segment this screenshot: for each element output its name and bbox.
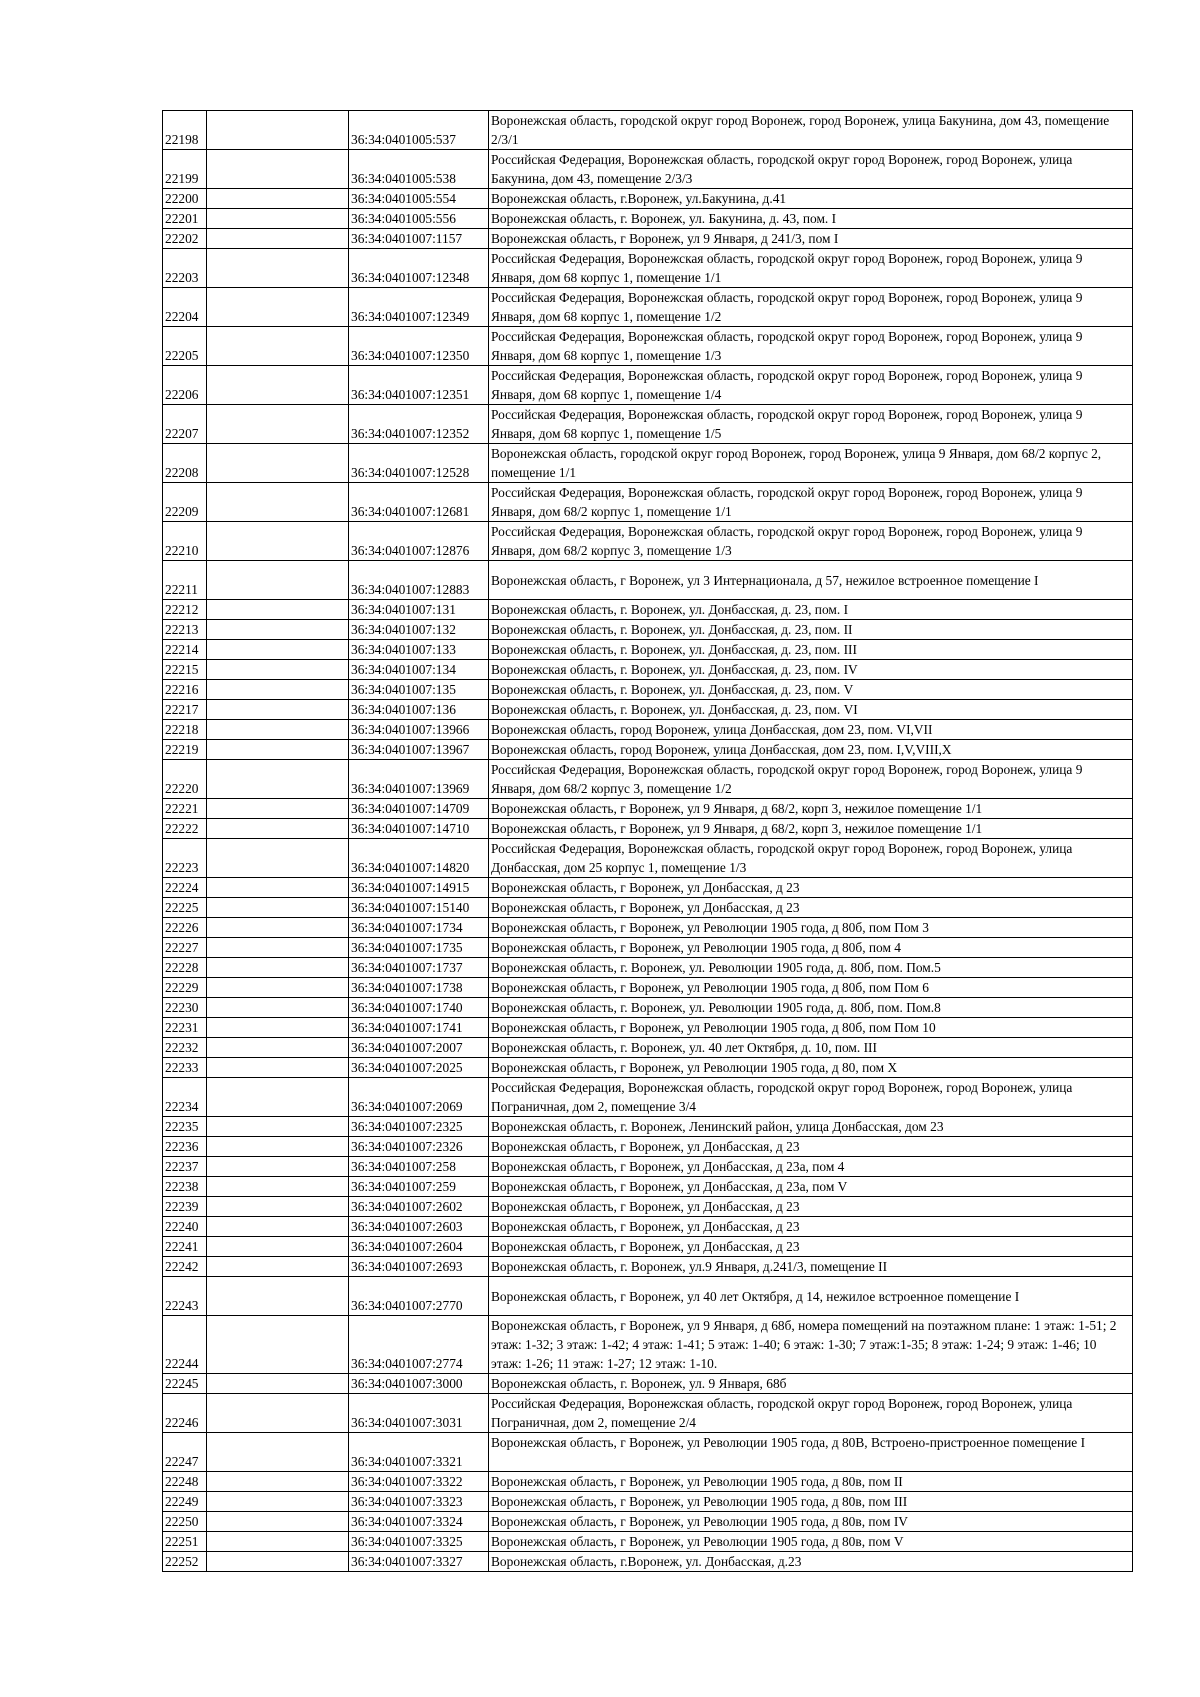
address-cell: Воронежская область, г Воронеж, ул 9 Января, д 241/3, пом I [489, 229, 1133, 249]
row-number: 22198 [163, 111, 207, 150]
table-row [163, 958, 1133, 978]
address-cell: Воронежская область, г. Воронеж, ул. Донбасская, д. 23, пом. III [489, 640, 1133, 660]
cadastral-number: 36:34:0401007:12352 [349, 405, 489, 444]
cadastral-number: 36:34:0401005:537 [349, 111, 489, 150]
empty-cell [207, 1257, 349, 1277]
table-row [163, 1137, 1133, 1157]
row-number: 22215 [163, 660, 207, 680]
empty-cell [207, 1532, 349, 1552]
empty-cell [207, 720, 349, 740]
cadastral-number: 36:34:0401007:2326 [349, 1137, 489, 1157]
cadastral-number: 36:34:0401007:13967 [349, 740, 489, 760]
empty-cell [207, 249, 349, 288]
row-number: 22249 [163, 1492, 207, 1512]
cadastral-number: 36:34:0401007:135 [349, 680, 489, 700]
cadastral-number: 36:34:0401007:133 [349, 640, 489, 660]
address-cell: Воронежская область, г Воронеж, ул Донбасская, д 23 [489, 878, 1133, 898]
empty-cell [207, 405, 349, 444]
empty-cell [207, 1157, 349, 1177]
table-row [163, 640, 1133, 660]
table-row [163, 1316, 1133, 1374]
row-number: 22208 [163, 444, 207, 483]
cadastral-number: 36:34:0401007:3325 [349, 1532, 489, 1552]
row-number: 22205 [163, 327, 207, 366]
empty-cell [207, 444, 349, 483]
empty-cell [207, 640, 349, 660]
empty-cell [207, 327, 349, 366]
row-number: 22239 [163, 1197, 207, 1217]
address-cell: Российская Федерация, Воронежская область, городской округ город Воронеж, город Воронеж, улица 9 Января, дом 68 корпус 1, помещение 1/2 [489, 288, 1133, 327]
cadastral-number: 36:34:0401007:14709 [349, 799, 489, 819]
empty-cell [207, 1552, 349, 1572]
table-row [163, 620, 1133, 640]
cadastral-number: 36:34:0401007:259 [349, 1177, 489, 1197]
empty-cell [207, 1137, 349, 1157]
address-cell: Воронежская область, г Воронеж, ул Революции 1905 года, д 80б, пом 4 [489, 938, 1133, 958]
cadastral-number: 36:34:0401007:3327 [349, 1552, 489, 1572]
empty-cell [207, 600, 349, 620]
address-cell: Российская Федерация, Воронежская область, городской округ город Воронеж, город Воронеж, улица 9 Января, дом 68 корпус 1, помещение 1/5 [489, 405, 1133, 444]
row-number: 22201 [163, 209, 207, 229]
table-row [163, 898, 1133, 918]
row-number: 22213 [163, 620, 207, 640]
address-cell: Воронежская область, г. Воронеж, ул. Донбасская, д. 23, пом. V [489, 680, 1133, 700]
row-number: 22235 [163, 1117, 207, 1137]
table-row [163, 1374, 1133, 1394]
address-cell: Российская Федерация, Воронежская область, городской округ город Воронеж, город Воронеж, улица 9 Января, дом 68 корпус 1, помещение 1/1 [489, 249, 1133, 288]
row-number: 22225 [163, 898, 207, 918]
address-cell: Воронежская область, г Воронеж, ул 40 лет Октября, д 14, нежилое встроенное помещение I [489, 1277, 1133, 1316]
row-number: 22227 [163, 938, 207, 958]
empty-cell [207, 111, 349, 150]
cadastral-number: 36:34:0401007:14820 [349, 839, 489, 878]
table-row [163, 1472, 1133, 1492]
empty-cell [207, 1512, 349, 1532]
empty-cell [207, 760, 349, 799]
address-cell: Воронежская область, г Воронеж, ул 9 Января, д 68/2, корп 3, нежилое помещение 1/1 [489, 799, 1133, 819]
empty-cell [207, 189, 349, 209]
row-number: 22221 [163, 799, 207, 819]
empty-cell [207, 819, 349, 839]
row-number: 22206 [163, 366, 207, 405]
cadastral-number: 36:34:0401007:13969 [349, 760, 489, 799]
row-number: 22240 [163, 1217, 207, 1237]
empty-cell [207, 740, 349, 760]
cadastral-number: 36:34:0401005:538 [349, 150, 489, 189]
table-row [163, 878, 1133, 898]
row-number: 22203 [163, 249, 207, 288]
address-cell: Воронежская область, г. Воронеж, ул. Революции 1905 года, д. 80б, пом. Пом.5 [489, 958, 1133, 978]
table-row [163, 998, 1133, 1018]
cadastral-number: 36:34:0401007:2069 [349, 1078, 489, 1117]
row-number: 22237 [163, 1157, 207, 1177]
empty-cell [207, 483, 349, 522]
cadastral-number: 36:34:0401007:12883 [349, 561, 489, 600]
empty-cell [207, 1117, 349, 1137]
row-number: 22226 [163, 918, 207, 938]
address-cell: Воронежская область, г Воронеж, ул Революции 1905 года, д 80б, пом Пом 6 [489, 978, 1133, 998]
cadastral-number: 36:34:0401007:1738 [349, 978, 489, 998]
empty-cell [207, 1472, 349, 1492]
cadastral-number: 36:34:0401007:2604 [349, 1237, 489, 1257]
cadastral-number: 36:34:0401007:14915 [349, 878, 489, 898]
cadastral-number: 36:34:0401007:12681 [349, 483, 489, 522]
address-cell: Воронежская область, г. Воронеж, ул. Бакунина, д. 43, пом. I [489, 209, 1133, 229]
cadastral-number: 36:34:0401007:3031 [349, 1394, 489, 1433]
address-cell: Российская Федерация, Воронежская область, городской округ город Воронеж, город Воронеж, улица 9 Января, дом 68/2 корпус 3, помещение 1/2 [489, 760, 1133, 799]
row-number: 22251 [163, 1532, 207, 1552]
row-number: 22222 [163, 819, 207, 839]
row-number: 22231 [163, 1018, 207, 1038]
address-cell: Воронежская область, г Воронеж, ул Революции 1905 года, д 80в, пом III [489, 1492, 1133, 1512]
row-number: 22250 [163, 1512, 207, 1532]
address-cell: Воронежская область, г. Воронеж, ул. Донбасская, д. 23, пом. IV [489, 660, 1133, 680]
row-number: 22242 [163, 1257, 207, 1277]
address-cell: Российская Федерация, Воронежская область, городской округ город Воронеж, город Воронеж, улица 9 Января, дом 68 корпус 1, помещение 1/4 [489, 366, 1133, 405]
property-register-table [162, 110, 1133, 1572]
address-cell: Воронежская область, г Воронеж, ул Революции 1905 года, д 80б, пом Пом 10 [489, 1018, 1133, 1038]
address-cell: Воронежская область, г Воронеж, ул Революции 1905 года, д 80в, пом II [489, 1472, 1133, 1492]
cadastral-number: 36:34:0401007:15140 [349, 898, 489, 918]
empty-cell [207, 1394, 349, 1433]
empty-cell [207, 1433, 349, 1472]
address-cell: Воронежская область, г Воронеж, ул Донбасская, д 23 [489, 898, 1133, 918]
table-row [163, 1157, 1133, 1177]
table-row [163, 522, 1133, 561]
address-cell: Воронежская область, г Воронеж, ул Донбасская, д 23 [489, 1197, 1133, 1217]
address-cell: Воронежская область, г Воронеж, ул Донбасская, д 23 [489, 1137, 1133, 1157]
cadastral-number: 36:34:0401007:2007 [349, 1038, 489, 1058]
empty-cell [207, 1277, 349, 1316]
address-cell: Воронежская область, г Воронеж, ул 9 Января, д 68/2, корп 3, нежилое помещение 1/1 [489, 819, 1133, 839]
cadastral-number: 36:34:0401007:1741 [349, 1018, 489, 1038]
row-number: 22211 [163, 561, 207, 600]
table-row [163, 978, 1133, 998]
empty-cell [207, 878, 349, 898]
row-number: 22202 [163, 229, 207, 249]
empty-cell [207, 978, 349, 998]
row-number: 22210 [163, 522, 207, 561]
empty-cell [207, 918, 349, 938]
address-cell: Российская Федерация, Воронежская область, городской округ город Воронеж, город Воронеж, улица 9 Января, дом 68 корпус 1, помещение 1/3 [489, 327, 1133, 366]
row-number: 22200 [163, 189, 207, 209]
cadastral-number: 36:34:0401007:2025 [349, 1058, 489, 1078]
cadastral-number: 36:34:0401007:1735 [349, 938, 489, 958]
address-cell: Воронежская область, г. Воронеж, ул. 9 Января, 68б [489, 1374, 1133, 1394]
cadastral-number: 36:34:0401007:3323 [349, 1492, 489, 1512]
cadastral-number: 36:34:0401007:136 [349, 700, 489, 720]
cadastral-number: 36:34:0401007:258 [349, 1157, 489, 1177]
cadastral-number: 36:34:0401007:12349 [349, 288, 489, 327]
table-row [163, 1038, 1133, 1058]
address-cell: Воронежская область, г Воронеж, ул Донбасская, д 23а, пом V [489, 1177, 1133, 1197]
address-cell: Воронежская область, г Воронеж, ул 3 Интернационала, д 57, нежилое встроенное помещение I [489, 561, 1133, 600]
empty-cell [207, 1177, 349, 1197]
row-number: 22252 [163, 1552, 207, 1572]
cadastral-number: 36:34:0401007:2325 [349, 1117, 489, 1137]
address-cell: Воронежская область, г. Воронеж, Ленинский район, улица Донбасская, дом 23 [489, 1117, 1133, 1137]
cadastral-number: 36:34:0401007:3000 [349, 1374, 489, 1394]
cadastral-number: 36:34:0401007:2603 [349, 1217, 489, 1237]
empty-cell [207, 1237, 349, 1257]
row-number: 22207 [163, 405, 207, 444]
table-row [163, 1394, 1133, 1433]
address-cell: Воронежская область, г Воронеж, ул Революции 1905 года, д 80В, Встроено-пристроенное помещение I [489, 1433, 1133, 1472]
table-row [163, 327, 1133, 366]
empty-cell [207, 1316, 349, 1374]
table-body [163, 111, 1133, 1572]
empty-cell [207, 938, 349, 958]
table-row [163, 1237, 1133, 1257]
row-number: 22209 [163, 483, 207, 522]
address-cell: Воронежская область, г. Воронеж, ул. Донбасская, д. 23, пом. VI [489, 700, 1133, 720]
address-cell: Воронежская область, г Воронеж, ул Революции 1905 года, д 80, пом X [489, 1058, 1133, 1078]
empty-cell [207, 1018, 349, 1038]
empty-cell [207, 209, 349, 229]
row-number: 22245 [163, 1374, 207, 1394]
row-number: 22232 [163, 1038, 207, 1058]
address-cell: Воронежская область, г Воронеж, ул Донбасская, д 23 [489, 1237, 1133, 1257]
row-number: 22238 [163, 1177, 207, 1197]
empty-cell [207, 700, 349, 720]
row-number: 22204 [163, 288, 207, 327]
table-row [163, 1018, 1133, 1038]
cadastral-number: 36:34:0401007:2693 [349, 1257, 489, 1277]
cadastral-number: 36:34:0401007:14710 [349, 819, 489, 839]
empty-cell [207, 561, 349, 600]
table-row [163, 366, 1133, 405]
cadastral-number: 36:34:0401005:554 [349, 189, 489, 209]
table-row [163, 111, 1133, 150]
row-number: 22220 [163, 760, 207, 799]
cadastral-number: 36:34:0401007:3322 [349, 1472, 489, 1492]
table-row [163, 229, 1133, 249]
address-cell: Воронежская область, город Воронеж, улица Донбасская, дом 23, пом. I,V,VIII,X [489, 740, 1133, 760]
cadastral-number: 36:34:0401007:1157 [349, 229, 489, 249]
row-number: 22234 [163, 1078, 207, 1117]
table-row [163, 1433, 1133, 1472]
table-row [163, 918, 1133, 938]
cadastral-number: 36:34:0401007:2774 [349, 1316, 489, 1374]
address-cell: Воронежская область, городской округ город Воронеж, город Воронеж, улица 9 Января, дом 68/2 корпус 2, помещение 1/1 [489, 444, 1133, 483]
empty-cell [207, 1038, 349, 1058]
row-number: 22233 [163, 1058, 207, 1078]
empty-cell [207, 1492, 349, 1512]
table-row [163, 660, 1133, 680]
table-row [163, 1177, 1133, 1197]
cadastral-number: 36:34:0401005:556 [349, 209, 489, 229]
cadastral-number: 36:34:0401007:1734 [349, 918, 489, 938]
empty-cell [207, 839, 349, 878]
empty-cell [207, 1078, 349, 1117]
table-row [163, 938, 1133, 958]
address-cell: Российская Федерация, Воронежская область, городской округ город Воронеж, город Воронеж, улица Пограничная, дом 2, помещение 2/4 [489, 1394, 1133, 1433]
table-row [163, 249, 1133, 288]
address-cell: Воронежская область, г Воронеж, ул Революции 1905 года, д 80в, пом V [489, 1532, 1133, 1552]
cadastral-number: 36:34:0401007:134 [349, 660, 489, 680]
empty-cell [207, 1058, 349, 1078]
cadastral-number: 36:34:0401007:1740 [349, 998, 489, 1018]
table-row [163, 561, 1133, 600]
empty-cell [207, 150, 349, 189]
empty-cell [207, 366, 349, 405]
table-row [163, 799, 1133, 819]
cadastral-number: 36:34:0401007:12350 [349, 327, 489, 366]
table-row [163, 1492, 1133, 1512]
row-number: 22244 [163, 1316, 207, 1374]
address-cell: Воронежская область, г.Воронеж, ул.Бакунина, д.41 [489, 189, 1133, 209]
row-number: 22236 [163, 1137, 207, 1157]
empty-cell [207, 522, 349, 561]
address-cell: Российская Федерация, Воронежская область, городской округ город Воронеж, город Воронеж, улица Донбасская, дом 25 корпус 1, помещение 1/3 [489, 839, 1133, 878]
cadastral-number: 36:34:0401007:13966 [349, 720, 489, 740]
row-number: 22199 [163, 150, 207, 189]
table-row [163, 1058, 1133, 1078]
cadastral-number: 36:34:0401007:132 [349, 620, 489, 640]
table-row [163, 483, 1133, 522]
address-cell: Воронежская область, город Воронеж, улица Донбасская, дом 23, пом. VI,VII [489, 720, 1133, 740]
address-cell: Российская Федерация, Воронежская область, городской округ город Воронеж, город Воронеж, улица Бакунина, дом 43, помещение 2/3/3 [489, 150, 1133, 189]
table-row [163, 1117, 1133, 1137]
empty-cell [207, 1374, 349, 1394]
empty-cell [207, 1217, 349, 1237]
table-row [163, 700, 1133, 720]
row-number: 22241 [163, 1237, 207, 1257]
table-row [163, 600, 1133, 620]
table-row [163, 680, 1133, 700]
address-cell: Российская Федерация, Воронежская область, городской округ город Воронеж, город Воронеж, улица 9 Января, дом 68/2 корпус 3, помещение 1/3 [489, 522, 1133, 561]
row-number: 22229 [163, 978, 207, 998]
empty-cell [207, 680, 349, 700]
row-number: 22214 [163, 640, 207, 660]
address-cell: Воронежская область, г.Воронеж, ул. Донбасская, д.23 [489, 1552, 1133, 1572]
table-row [163, 1512, 1133, 1532]
table-row [163, 444, 1133, 483]
cadastral-number: 36:34:0401007:3324 [349, 1512, 489, 1532]
row-number: 22217 [163, 700, 207, 720]
table-row [163, 209, 1133, 229]
row-number: 22219 [163, 740, 207, 760]
table-row [163, 1277, 1133, 1316]
row-number: 22243 [163, 1277, 207, 1316]
row-number: 22228 [163, 958, 207, 978]
empty-cell [207, 620, 349, 640]
row-number: 22247 [163, 1433, 207, 1472]
table-row [163, 1532, 1133, 1552]
table-row [163, 760, 1133, 799]
address-cell: Воронежская область, г. Воронеж, ул. Донбасская, д. 23, пом. II [489, 620, 1133, 640]
row-number: 22246 [163, 1394, 207, 1433]
address-cell: Воронежская область, г Воронеж, ул Донбасская, д 23а, пом 4 [489, 1157, 1133, 1177]
table-row [163, 1257, 1133, 1277]
table-row [163, 720, 1133, 740]
table-row [163, 1078, 1133, 1117]
empty-cell [207, 288, 349, 327]
table-row [163, 405, 1133, 444]
cadastral-number: 36:34:0401007:12876 [349, 522, 489, 561]
cadastral-number: 36:34:0401007:12348 [349, 249, 489, 288]
table-row [163, 189, 1133, 209]
table-row [163, 1217, 1133, 1237]
cadastral-number: 36:34:0401007:1737 [349, 958, 489, 978]
row-number: 22223 [163, 839, 207, 878]
table-row [163, 288, 1133, 327]
table-row [163, 1197, 1133, 1217]
cadastral-number: 36:34:0401007:12528 [349, 444, 489, 483]
empty-cell [207, 898, 349, 918]
table-row [163, 740, 1133, 760]
address-cell: Воронежская область, г Воронеж, ул 9 Января, д 68б, номера помещений на поэтажном плане: 1 этаж: 1-51; 2 этаж: 1-32; 3 этаж: 1-42; 4 этаж: 1-41; 5 этаж: 1-40; 6 этаж: 1-30; 7 этаж:1-35; 8 этаж: 1-24; 9 этаж: 1-46; 10 этаж: 1-26; 11 этаж: 1-27; 12 этаж: 1-10. [489, 1316, 1133, 1374]
address-cell: Воронежская область, г Воронеж, ул Донбасская, д 23 [489, 1217, 1133, 1237]
address-cell: Воронежская область, городской округ город Воронеж, город Воронеж, улица Бакунина, дом 43, помещение 2/3/1 [489, 111, 1133, 150]
row-number: 22216 [163, 680, 207, 700]
address-cell: Воронежская область, г Воронеж, ул Революции 1905 года, д 80б, пом Пом 3 [489, 918, 1133, 938]
cadastral-number: 36:34:0401007:3321 [349, 1433, 489, 1472]
address-cell: Воронежская область, г. Воронеж, ул. Революции 1905 года, д. 80б, пом. Пом.8 [489, 998, 1133, 1018]
row-number: 22224 [163, 878, 207, 898]
cadastral-number: 36:34:0401007:2770 [349, 1277, 489, 1316]
address-cell: Воронежская область, г. Воронеж, ул. Донбасская, д. 23, пом. I [489, 600, 1133, 620]
table-row [163, 819, 1133, 839]
address-cell: Воронежская область, г. Воронеж, ул. 40 лет Октября, д. 10, пом. III [489, 1038, 1133, 1058]
cadastral-number: 36:34:0401007:12351 [349, 366, 489, 405]
empty-cell [207, 958, 349, 978]
empty-cell [207, 1197, 349, 1217]
address-cell: Российская Федерация, Воронежская область, городской округ город Воронеж, город Воронеж, улица 9 Января, дом 68/2 корпус 1, помещение 1/1 [489, 483, 1133, 522]
row-number: 22248 [163, 1472, 207, 1492]
empty-cell [207, 998, 349, 1018]
row-number: 22212 [163, 600, 207, 620]
row-number: 22218 [163, 720, 207, 740]
empty-cell [207, 799, 349, 819]
cadastral-number: 36:34:0401007:131 [349, 600, 489, 620]
table-row [163, 1552, 1133, 1572]
empty-cell [207, 660, 349, 680]
cadastral-number: 36:34:0401007:2602 [349, 1197, 489, 1217]
empty-cell [207, 229, 349, 249]
address-cell: Российская Федерация, Воронежская область, городской округ город Воронеж, город Воронеж, улица Пограничная, дом 2, помещение 3/4 [489, 1078, 1133, 1117]
table-row [163, 150, 1133, 189]
table-row [163, 839, 1133, 878]
address-cell: Воронежская область, г Воронеж, ул Революции 1905 года, д 80в, пом IV [489, 1512, 1133, 1532]
row-number: 22230 [163, 998, 207, 1018]
address-cell: Воронежская область, г. Воронеж, ул.9 Января, д.241/3, помещение II [489, 1257, 1133, 1277]
